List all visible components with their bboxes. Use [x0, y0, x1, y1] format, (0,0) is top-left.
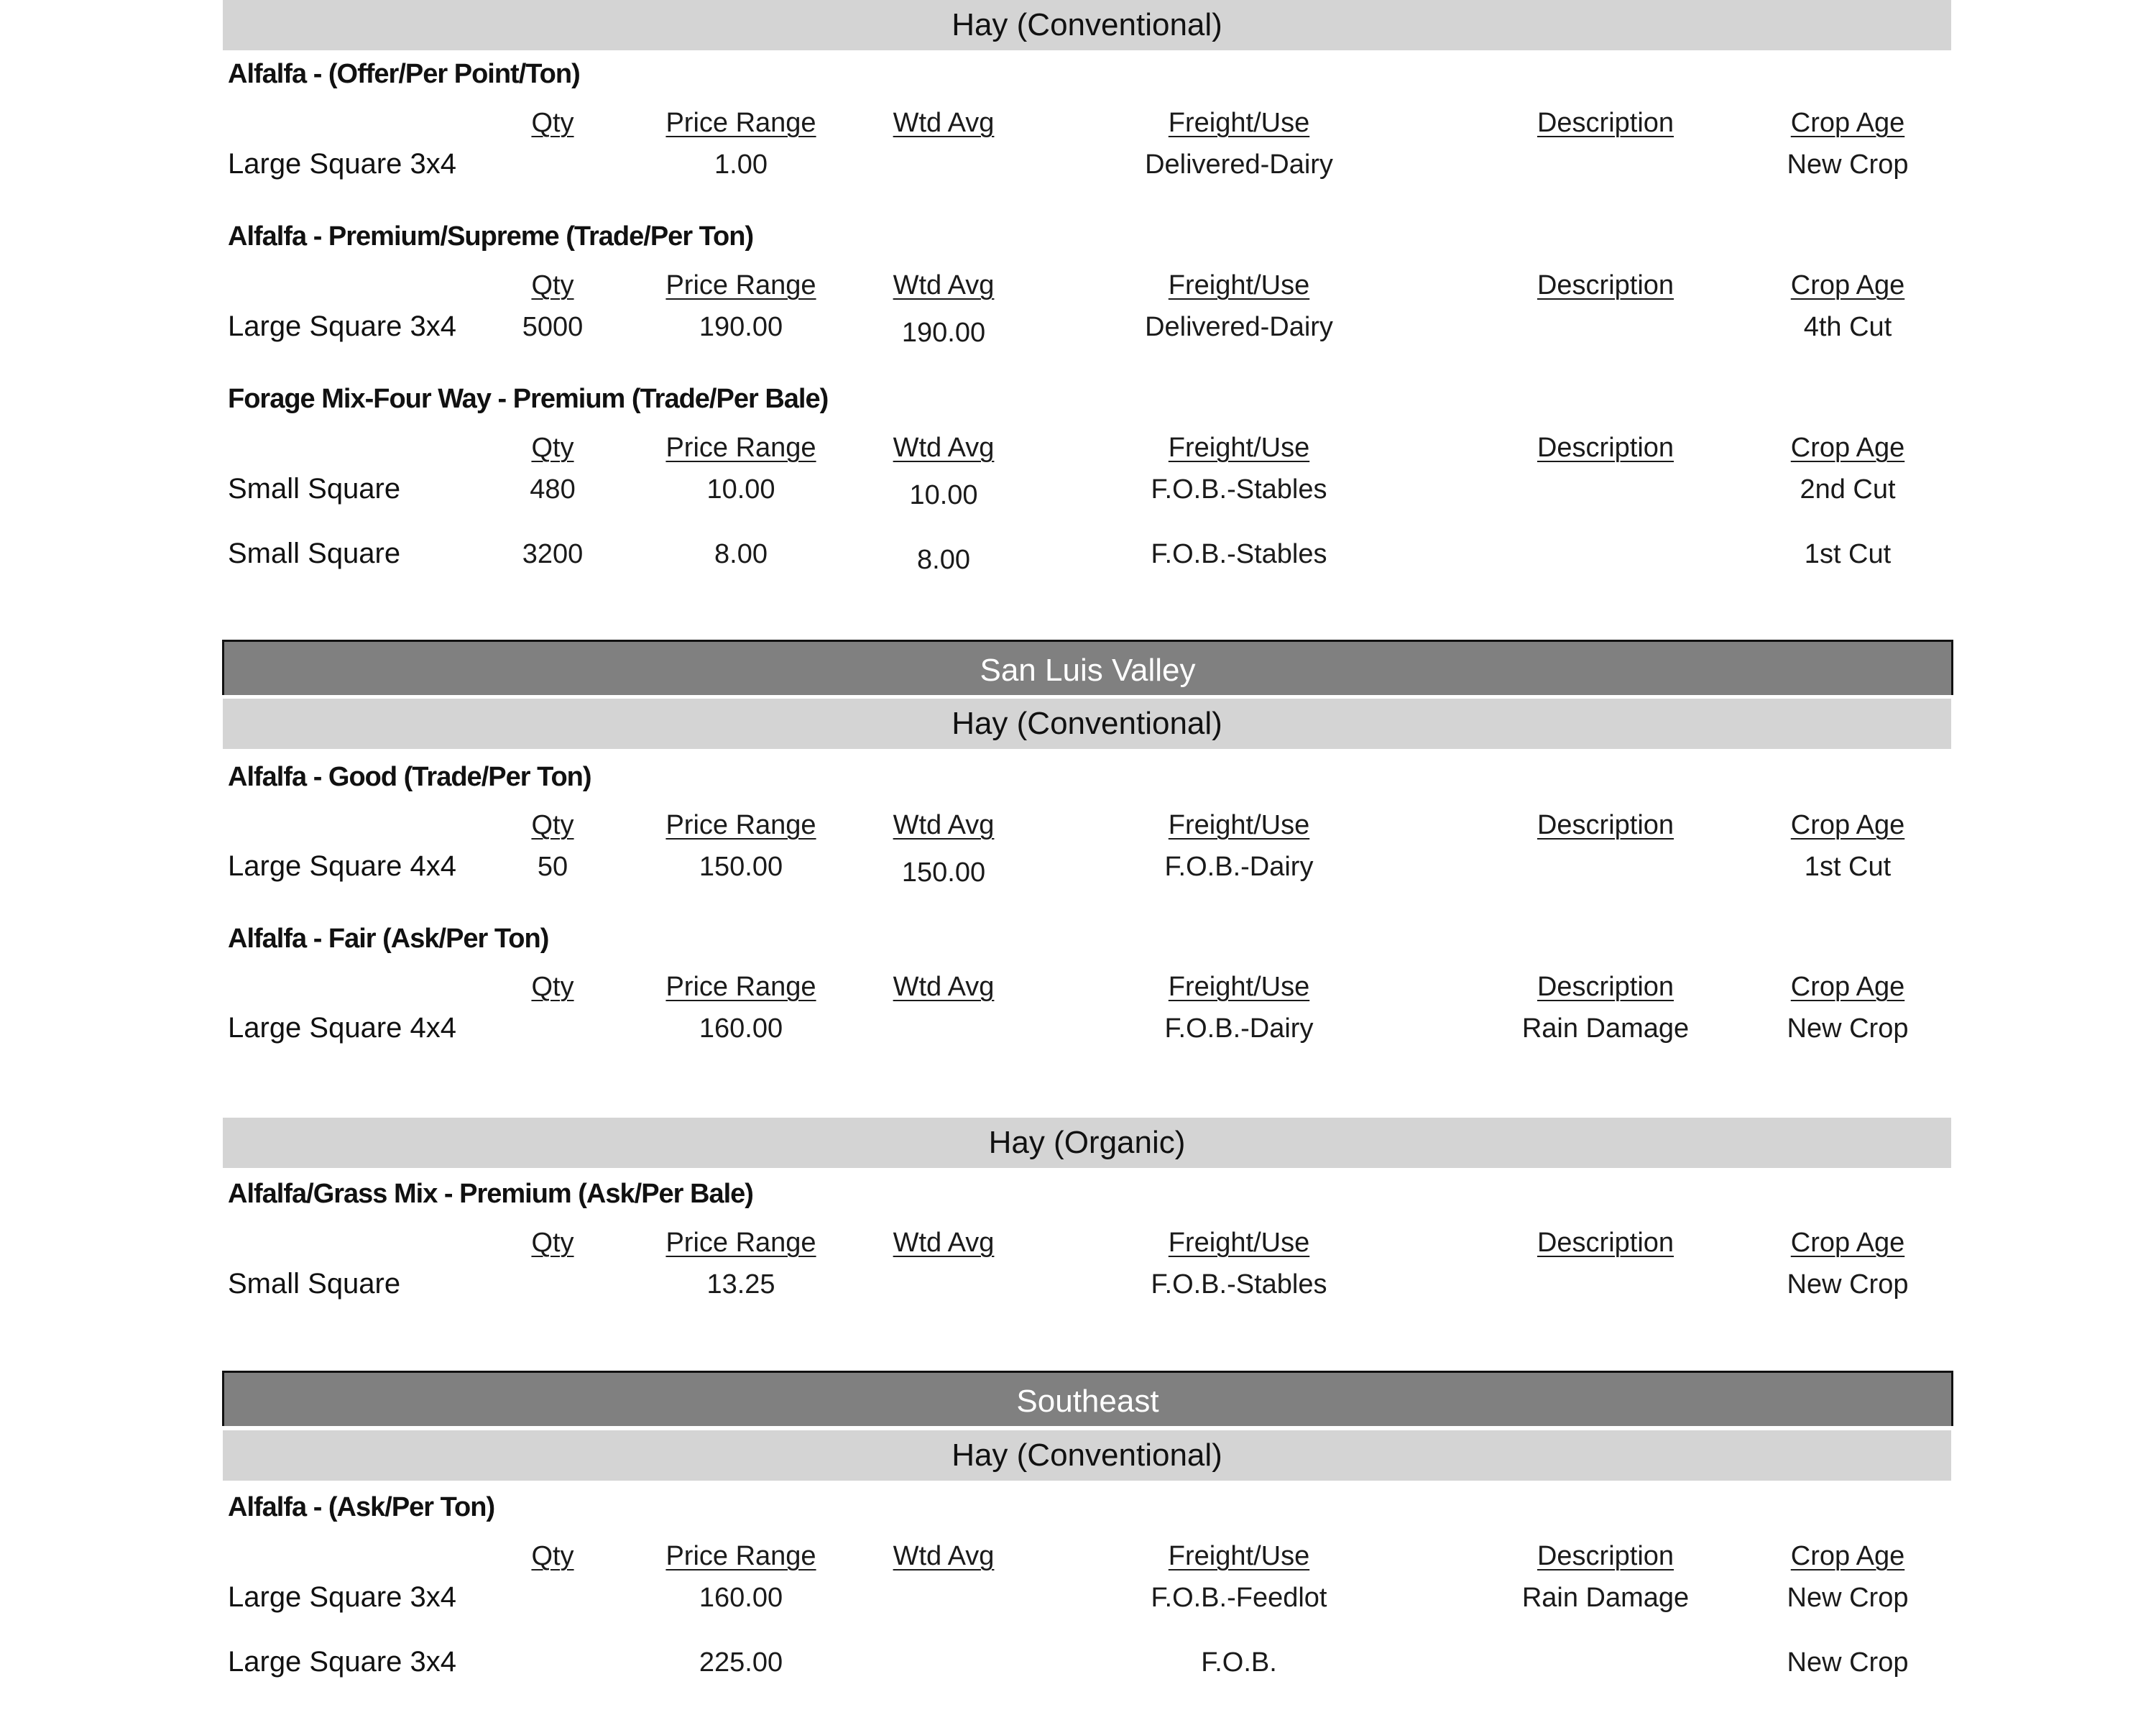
column-header-qty: Qty	[531, 1541, 574, 1571]
column-header-qty: Qty	[531, 108, 574, 138]
column-header-description: Description	[1537, 810, 1674, 840]
column-header-wtd-avg: Wtd Avg	[893, 108, 995, 138]
category-banner: Hay (Conventional)	[223, 1430, 1951, 1481]
column-header-crop-age: Crop Age	[1790, 810, 1905, 840]
column-header-crop-age: Crop Age	[1790, 433, 1905, 463]
column-header-crop-age: Crop Age	[1790, 1228, 1905, 1258]
cell-desc: Rain Damage	[1521, 1583, 1690, 1613]
column-header-freight-use: Freight/Use	[1168, 810, 1310, 840]
row-label: Large Square 4x4	[228, 1012, 457, 1044]
row-label: Large Square 3x4	[228, 311, 457, 342]
column-header-price-range: Price Range	[665, 433, 816, 463]
cell-age: New Crop	[1787, 1583, 1909, 1613]
column-header-qty: Qty	[531, 810, 574, 840]
cell-wtd: 150.00	[901, 857, 986, 888]
cell-price: 160.00	[699, 1013, 783, 1044]
column-header-qty: Qty	[531, 972, 574, 1002]
column-header-wtd-avg: Wtd Avg	[893, 972, 995, 1002]
region-banner: San Luis Valley	[222, 640, 1953, 695]
commodity-title: Alfalfa/Grass Mix - Premium (Ask/Per Bale)	[228, 1179, 753, 1209]
column-header-price-range: Price Range	[665, 108, 816, 138]
column-header-crop-age: Crop Age	[1790, 1541, 1905, 1571]
column-header-wtd-avg: Wtd Avg	[893, 810, 995, 840]
column-header-wtd-avg: Wtd Avg	[893, 270, 995, 300]
column-header-description: Description	[1537, 1228, 1674, 1258]
column-header-price-range: Price Range	[665, 972, 816, 1002]
column-header-wtd-avg: Wtd Avg	[893, 1228, 995, 1258]
cell-freight: F.O.B.-Feedlot	[1151, 1583, 1327, 1613]
column-header-freight-use: Freight/Use	[1168, 433, 1310, 463]
commodity-title: Alfalfa - Fair (Ask/Per Ton)	[228, 924, 549, 954]
cell-wtd: 8.00	[917, 545, 970, 575]
column-header-description: Description	[1537, 108, 1674, 138]
cell-price: 160.00	[699, 1583, 783, 1613]
cell-freight: F.O.B.-Stables	[1151, 539, 1327, 569]
row-label: Small Square	[228, 473, 401, 505]
cell-price: 13.25	[706, 1269, 775, 1300]
cell-freight: F.O.B.	[1201, 1647, 1277, 1678]
cell-age: New Crop	[1787, 1013, 1909, 1044]
cell-age: New Crop	[1787, 150, 1909, 180]
column-header-qty: Qty	[531, 270, 574, 300]
cell-price: 1.00	[714, 150, 768, 180]
cell-freight: F.O.B.-Dairy	[1164, 852, 1314, 882]
column-header-description: Description	[1537, 433, 1674, 463]
column-header-freight-use: Freight/Use	[1168, 1541, 1310, 1571]
column-header-freight-use: Freight/Use	[1168, 1228, 1310, 1258]
column-header-price-range: Price Range	[665, 1228, 816, 1258]
cell-price: 190.00	[699, 312, 783, 342]
cell-freight: F.O.B.-Dairy	[1164, 1013, 1314, 1044]
column-header-description: Description	[1537, 270, 1674, 300]
commodity-title: Alfalfa - (Ask/Per Ton)	[228, 1492, 495, 1522]
category-banner: Hay (Conventional)	[223, 699, 1951, 749]
column-header-freight-use: Freight/Use	[1168, 972, 1310, 1002]
cell-qty: 50	[537, 852, 568, 882]
cell-freight: Delivered-Dairy	[1145, 312, 1333, 342]
commodity-title: Alfalfa - Premium/Supreme (Trade/Per Ton)	[228, 221, 754, 252]
cell-freight: F.O.B.-Stables	[1151, 1269, 1327, 1300]
cell-qty: 480	[530, 474, 576, 505]
cell-wtd: 10.00	[909, 480, 978, 510]
cell-freight: Delivered-Dairy	[1145, 150, 1333, 180]
cell-price: 150.00	[699, 852, 783, 882]
cell-price: 225.00	[699, 1647, 783, 1678]
column-header-crop-age: Crop Age	[1790, 108, 1905, 138]
column-header-qty: Qty	[531, 1228, 574, 1258]
cell-age: 1st Cut	[1804, 852, 1892, 882]
category-banner: Hay (Organic)	[223, 1118, 1951, 1168]
row-label: Large Square 3x4	[228, 1646, 457, 1678]
column-header-price-range: Price Range	[665, 810, 816, 840]
cell-wtd: 190.00	[901, 318, 986, 348]
column-header-price-range: Price Range	[665, 270, 816, 300]
column-header-freight-use: Freight/Use	[1168, 270, 1310, 300]
cell-qty: 5000	[522, 312, 584, 342]
region-banner: Southeast	[222, 1371, 1953, 1426]
cell-age: New Crop	[1787, 1647, 1909, 1678]
row-label: Large Square 3x4	[228, 148, 457, 180]
commodity-title: Alfalfa - (Offer/Per Point/Ton)	[228, 59, 580, 89]
row-label: Small Square	[228, 538, 401, 569]
column-header-wtd-avg: Wtd Avg	[893, 1541, 995, 1571]
category-banner: Hay (Conventional)	[223, 0, 1951, 50]
column-header-crop-age: Crop Age	[1790, 270, 1905, 300]
row-label: Small Square	[228, 1268, 401, 1300]
cell-freight: F.O.B.-Stables	[1151, 474, 1327, 505]
cell-qty: 3200	[522, 539, 584, 569]
cell-age: 1st Cut	[1804, 539, 1892, 569]
cell-age: New Crop	[1787, 1269, 1909, 1300]
commodity-title: Forage Mix-Four Way - Premium (Trade/Per Bale)	[228, 384, 829, 414]
column-header-crop-age: Crop Age	[1790, 972, 1905, 1002]
column-header-price-range: Price Range	[665, 1541, 816, 1571]
cell-price: 8.00	[714, 539, 768, 569]
column-header-description: Description	[1537, 972, 1674, 1002]
cell-age: 2nd Cut	[1800, 474, 1896, 505]
column-header-wtd-avg: Wtd Avg	[893, 433, 995, 463]
row-label: Large Square 4x4	[228, 850, 457, 882]
column-header-qty: Qty	[531, 433, 574, 463]
commodity-title: Alfalfa - Good (Trade/Per Ton)	[228, 762, 591, 792]
cell-price: 10.00	[706, 474, 775, 505]
column-header-freight-use: Freight/Use	[1168, 108, 1310, 138]
cell-age: 4th Cut	[1803, 312, 1892, 342]
cell-desc: Rain Damage	[1521, 1013, 1690, 1044]
column-header-description: Description	[1537, 1541, 1674, 1571]
row-label: Large Square 3x4	[228, 1581, 457, 1613]
